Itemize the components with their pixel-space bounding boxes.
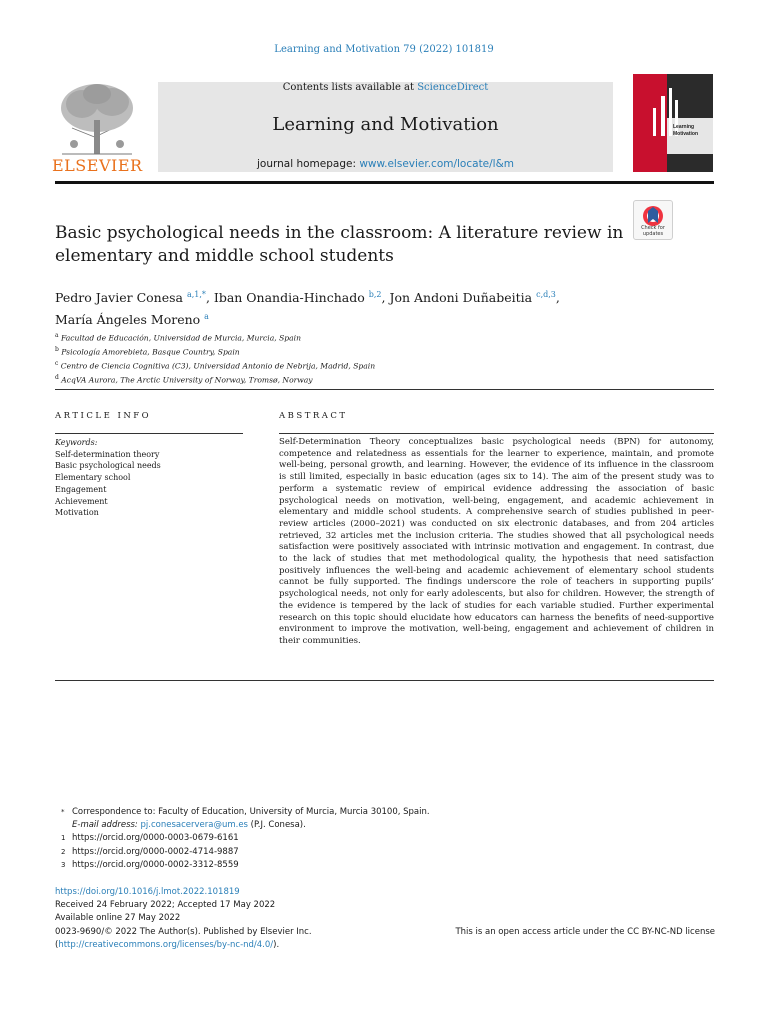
journal-title: Learning and Motivation	[272, 114, 499, 135]
keyword-item: Engagement	[55, 484, 107, 494]
orcid-url[interactable]: https://orcid.org/0000-0003-0679-6161	[72, 833, 239, 844]
affiliation-text: Psicología Amorebieta, Basque Country, Spain	[61, 347, 240, 357]
author-name: María Ángeles Moreno	[55, 312, 201, 328]
journal-citation[interactable]: Learning and Motivation 79 (2022) 101819	[274, 44, 494, 55]
license-url-line: (http://creativecommons.org/licenses/by-nc-nd/4.0/).	[55, 939, 280, 950]
keyword-item: Elementary school	[55, 473, 131, 483]
affiliation-list	[55, 330, 655, 386]
publisher-name: ELSEVIER	[52, 156, 143, 175]
author-affiliation-marks[interactable]: a,1,*	[186, 290, 206, 299]
keyword-item: Achievement	[55, 496, 108, 506]
license-right: This is an open access article under the CC BY-NC-ND license	[455, 926, 715, 937]
license-left: 0023-9690/© 2022 The Author(s). Published by Elsevier Inc.	[55, 926, 312, 937]
article-info-heading: ARTICLE INFO	[55, 411, 152, 421]
affiliation-item	[55, 358, 655, 372]
homepage-link[interactable]: www.elsevier.com/locate/l&m	[359, 158, 515, 170]
author-name: Pedro Javier Conesa	[55, 290, 183, 306]
affiliation-mark: b	[55, 346, 59, 354]
author-affiliation-marks[interactable]: a	[204, 312, 209, 322]
author-name: Jon Andoni Duñabeitia	[389, 290, 533, 306]
affiliation-mark: d	[55, 374, 59, 382]
abstract-heading: ABSTRACT	[279, 411, 348, 421]
keywords-label: Keywords:	[55, 438, 98, 447]
email-footnote	[55, 819, 715, 832]
email-suffix: (P.J. Conesa).	[247, 820, 306, 831]
crossmark-label-line1: Check for	[641, 225, 665, 231]
cover-title-line1: Learning	[673, 124, 695, 130]
homepage-line	[158, 158, 613, 170]
keyword-item: Self-determination theory	[55, 449, 160, 459]
article-info-rule	[55, 433, 243, 434]
footnote-mark: 1	[61, 834, 66, 843]
footnotes	[55, 806, 715, 872]
affiliation-item	[55, 372, 655, 386]
affiliation-item	[55, 344, 655, 358]
affiliation-text: Facultad de Educación, Universidad de Murcia, Murcia, Spain	[61, 333, 301, 343]
keyword-item: Motivation	[55, 508, 99, 518]
contents-prefix: Contents lists available at	[282, 82, 418, 93]
abstract-rule	[279, 433, 714, 434]
masthead-rule	[55, 181, 714, 184]
affiliation-item	[55, 330, 655, 344]
orcid-footnotes	[55, 832, 715, 872]
article-title: Basic psychological needs in the classroom: A literature review in elementary and middle school students	[55, 223, 624, 266]
homepage-prefix: journal homepage:	[256, 158, 360, 170]
orcid-url[interactable]: https://orcid.org/0000-0002-4714-9887	[72, 846, 239, 857]
keywords-list	[55, 449, 255, 519]
affiliation-mark: a	[55, 332, 59, 339]
available-online: Available online 27 May 2022	[55, 913, 181, 924]
journal-cover-thumbnail[interactable]	[633, 74, 713, 172]
email-link[interactable]: pj.conesacervera@um.es	[140, 820, 248, 831]
sciencedirect-link[interactable]: ScienceDirect	[417, 82, 489, 93]
affiliation-text: AcqVA Aurora, The Arctic University of Norway, Tromsø, Norway	[61, 375, 313, 385]
abstract-text: Self-Determination Theory conceptualizes basic psychological needs (BPN) for autonomy, competence and relatedness as essentials for the learner to experience, maintain, and promote well-being, personal growth, and learning. However, the evidence of its influence in the classroom is still limited, especially in basic education (ages six to 14). The aim of the present study was to perform a systematic review of empirical evidence addressing the association of basic psychological needs on motivation, well-being, engagement, and academic achievement in elementary and middle school students. A comprehensive search of studies published in peer-review articles (2000–2021) was conducted on six electronic databases, and from 204 articles retrieved, 32 articles met the inclusion criteria. The studies showed that all psychological needs satisfaction were positively associated with intrinsic motivation and engagement. In contrast, due to the lack of studies that met methodological quality, the hypothesis that need satisfaction positively influences the well-being and academic achievement of elementary school students cannot be fully supported. The findings underscore the role of teachers in supporting pupils’ psychological needs, not only for early adolescents, but also for children. However, the strength of the evidence is tempered by the lack of studies for each variable studied. Further experimental research on this topic should elucidate how educators can harness the benefits of need-supportive environment to improve the motivation, well-being, engagement and achievement of children in their communities.	[279, 437, 714, 646]
author-list: Pedro Javier Conesa $^{a,1,*}$, Iban Onandia-Hinchado $^{b,2}$, Jon Andoni Duñabeitia $^{c,d,3}$, María Ángeles Moreno $^a$	[55, 290, 560, 328]
author-affiliation-marks[interactable]: b,2	[368, 290, 382, 299]
footnote-mark: *	[61, 808, 65, 816]
crossmark-label-line2: updates	[642, 231, 664, 237]
keywords-block	[55, 437, 255, 519]
contents-line	[158, 82, 613, 93]
journal-banner	[158, 82, 613, 172]
header-rule	[55, 389, 714, 390]
orcid-footnote	[55, 832, 715, 845]
abstract-bottom-rule	[55, 680, 714, 681]
correspondence-text: Correspondence to: Faculty of Education, University of Murcia, Murcia 30100, Spain.	[72, 807, 430, 817]
keyword-item: Basic psychological needs	[55, 461, 161, 471]
footnote-mark: 2	[61, 847, 66, 856]
received-dates: Received 24 February 2022; Accepted 17 May 2022	[55, 900, 276, 911]
publication-info	[55, 886, 715, 952]
author-name: Iban Onandia-Hinchado	[213, 290, 365, 306]
check-for-updates-button[interactable]	[633, 200, 673, 240]
orcid-footnote	[55, 859, 715, 872]
correspondence-footnote	[55, 806, 715, 819]
affiliation-text: Centro de Ciencia Cognitiva (C3), Universidad Antonio de Nebrija, Madrid, Spain	[60, 361, 376, 371]
orcid-url[interactable]: https://orcid.org/0000-0002-3312-8559	[72, 859, 239, 870]
crossmark-label	[634, 225, 672, 237]
footnote-mark: 3	[61, 860, 66, 869]
affiliation-mark: c	[55, 360, 59, 368]
cover-title-line2: Motivation	[673, 131, 698, 137]
orcid-footnote	[55, 846, 715, 859]
author-affiliation-marks[interactable]: c,d,3	[536, 290, 556, 299]
license-url-link[interactable]: http://creativecommons.org/licenses/by-nc-nd/4.0/	[58, 939, 274, 950]
license-line	[55, 926, 715, 939]
doi-link[interactable]: https://doi.org/10.1016/j.lmot.2022.101819	[55, 887, 240, 897]
email-label: E-mail address:	[72, 820, 138, 831]
